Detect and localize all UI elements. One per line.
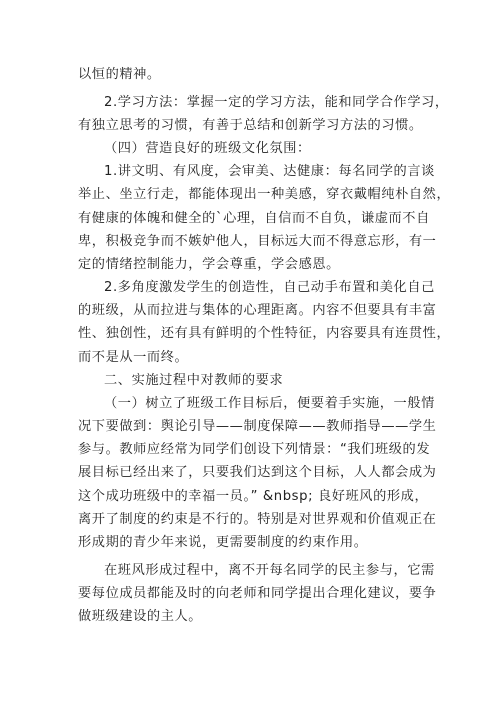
text-line: 性、独创性，还有具有鲜明的个性特征，内容要具有连贯性， xyxy=(78,326,451,341)
text-line: 定的情绪控制能力，学会尊重，学会感恩。 xyxy=(78,257,340,272)
text-line: 2.学习方法：掌握一定的学习方法，能和同学合作学习， xyxy=(104,95,449,110)
text-line: 形成期的青少年来说，更需要制度的约束作用。 xyxy=(78,535,368,550)
text-line: 离开了制度的约束是不行的。特别是对世界观和价值观正在 xyxy=(78,512,437,527)
text-line: 参与。教师应经常为同学们创设下列情景：“我们班级的发 xyxy=(78,442,431,457)
text-line: （一）树立了班级工作目标后，便要着手实施，一般情 xyxy=(104,396,435,411)
text-line: 2.多角度激发学生的创造性，自己动手布置和美化自己 xyxy=(104,280,435,295)
text-line: 有独立思考的习惯，有善于总结和创新学习方法的习惯。 xyxy=(78,118,423,133)
text-line: 做班级建设的主人。 xyxy=(78,609,203,624)
text-line: 1.讲文明、有风度，会审美、达健康：每名同学的言谈 xyxy=(104,164,435,179)
text-line: 而不是从一而终。 xyxy=(78,350,189,365)
text-line: 的班级，从而拉进与集体的心理距离。内容不但要具有丰富 xyxy=(78,303,437,318)
text-line: 以恒的精神。 xyxy=(78,67,161,82)
text-line: 这个成功班级中的幸福一员。” &nbsp; 良好班风的形成， xyxy=(78,489,429,504)
text-line: 要每位成员都能及时的向老师和同学提出合理化建议，要争 xyxy=(78,586,437,601)
text-line: 有健康的体魄和健全的`心理，自信而不自负，谦虚而不自 xyxy=(78,211,430,226)
text-line: 展目标已经出来了，只要我们达到这个目标，人人都会成为 xyxy=(78,465,437,480)
text-line: 卑，积极竞争而不嫉妒他人，目标远大而不得意忘形，有一 xyxy=(78,234,437,249)
text-line: 举止、坐立行走，都能体现出一种美感，穿衣戴帽纯朴自然， xyxy=(78,187,451,202)
text-line: 在班风形成过程中，离不开每名同学的民主参与，它需 xyxy=(104,563,435,578)
text-line: 况下要做到：舆论引导——制度保障——教师指导——学生 xyxy=(78,419,437,434)
section-heading: 二、实施过程中对教师的要求 xyxy=(104,373,284,388)
section-heading: （四）营造良好的班级文化氛围： xyxy=(104,141,311,156)
